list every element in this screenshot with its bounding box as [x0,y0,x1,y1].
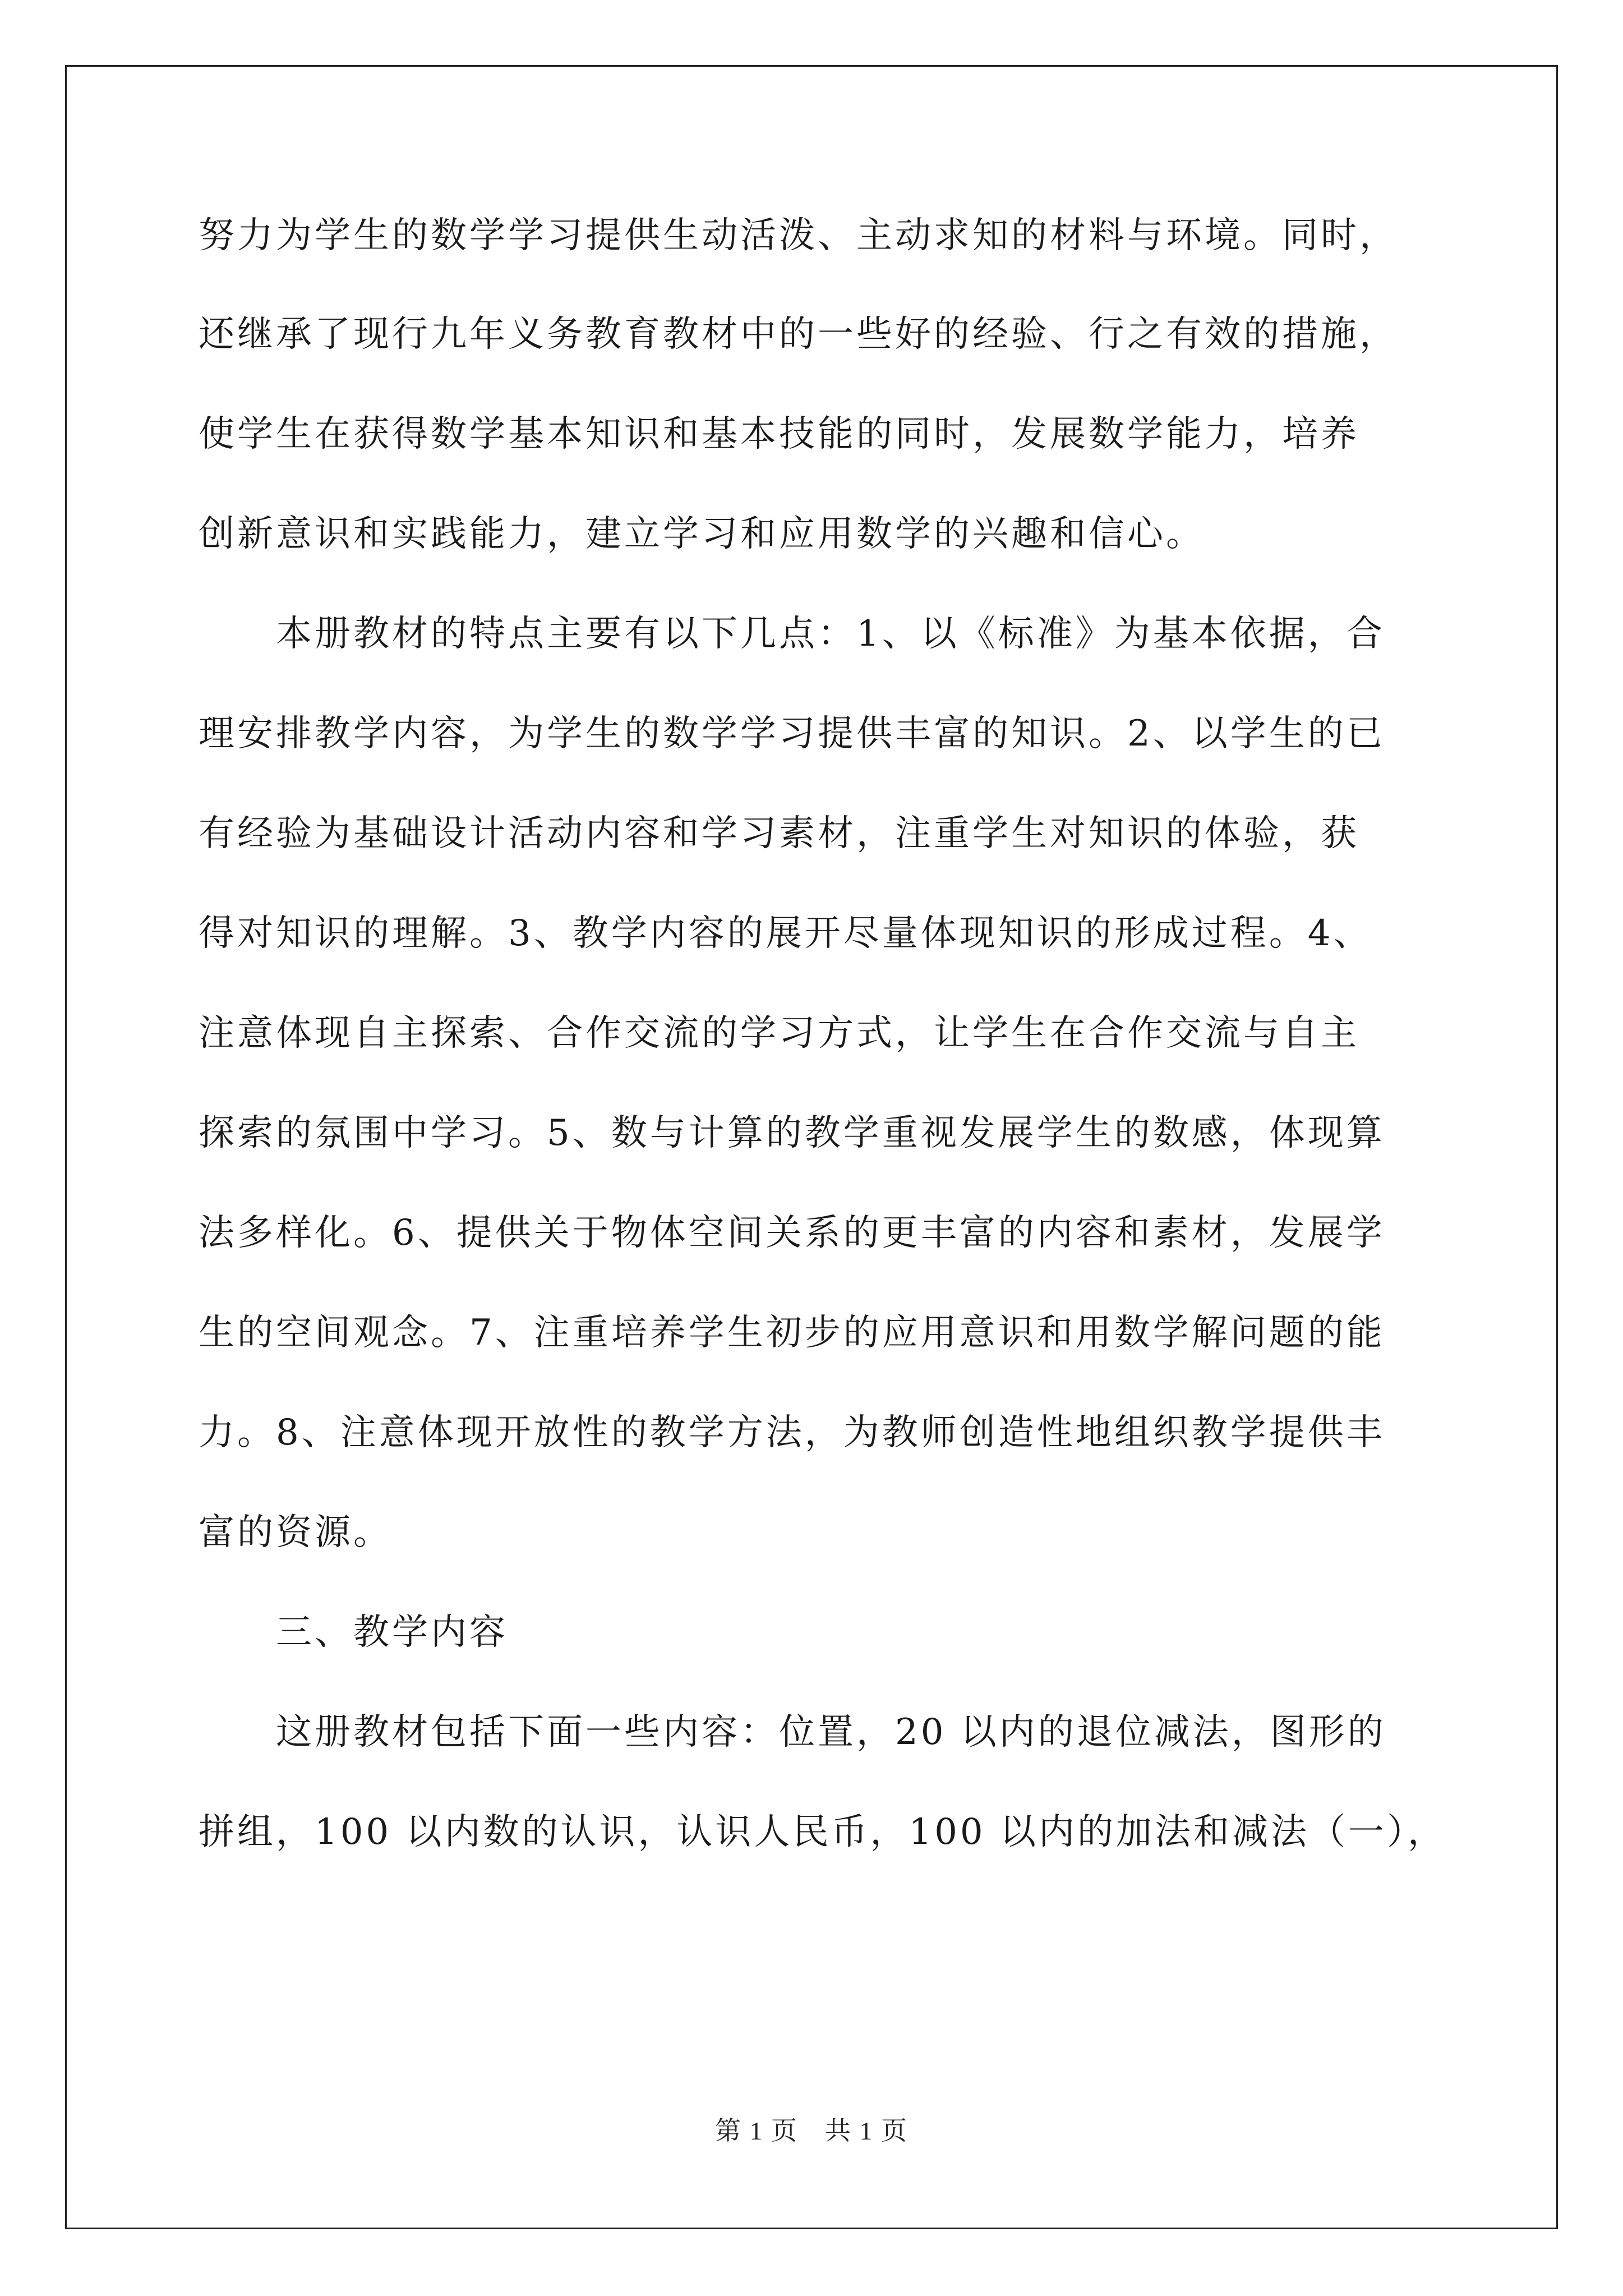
text-line: 这册教材包括下面一些内容：位置，20 以内的退位减法，图形的 [199,1711,1386,1753]
text-line: 使学生在获得数学基本知识和基本技能的同时，发展数学能力，培养 [199,413,1359,455]
text-line: 理安排教学内容，为学生的数学学习提供丰富的知识。2、以学生的已 [199,713,1385,754]
text-line: 有经验为基础设计活动内容和学习素材，注重学生对知识的体验，获 [199,813,1359,854]
section-heading: 三、教学内容 [199,1612,508,1653]
text-line: 还继承了现行九年义务教育教材中的一些好的经验、行之有效的措施， [199,314,1398,355]
text-line: 努力为学生的数学学习提供生动活泼、主动求知的材料与环境。同时， [199,215,1398,256]
text-line: 力。8、注意体现开放性的教学方法，为教师创造性地组织教学提供丰 [199,1412,1385,1453]
text-line: 本册教材的特点主要有以下几点：1、以《标准》为基本依据，合 [199,613,1385,655]
text-line: 法多样化。6、提供关于物体空间关系的更丰富的内容和素材，发展学 [199,1212,1385,1254]
text-line: 得对知识的理解。3、教学内容的展开尽量体现知识的形成过程。4、 [199,913,1372,954]
document-body [199,210,1446,1907]
text-line: 富的资源。 [199,1512,392,1553]
text-line: 拼组，100 以内数的认识，认识人民币，100 以内的加法和减法（一）， [199,1811,1446,1853]
page-footer: 第 1 页 共 1 页 [715,2116,908,2145]
text-line: 创新意识和实践能力，建立学习和应用数学的兴趣和信心。 [199,513,1205,555]
text-line: 探索的氛围中学习。5、数与计算的教学重视发展学生的数感，体现算 [199,1112,1385,1154]
text-line: 生的空间观念。7、注重培养学生初步的应用意识和用数学解问题的能 [199,1312,1385,1354]
text-line: 注意体现自主探索、合作交流的学习方式，让学生在合作交流与自主 [199,1013,1359,1054]
